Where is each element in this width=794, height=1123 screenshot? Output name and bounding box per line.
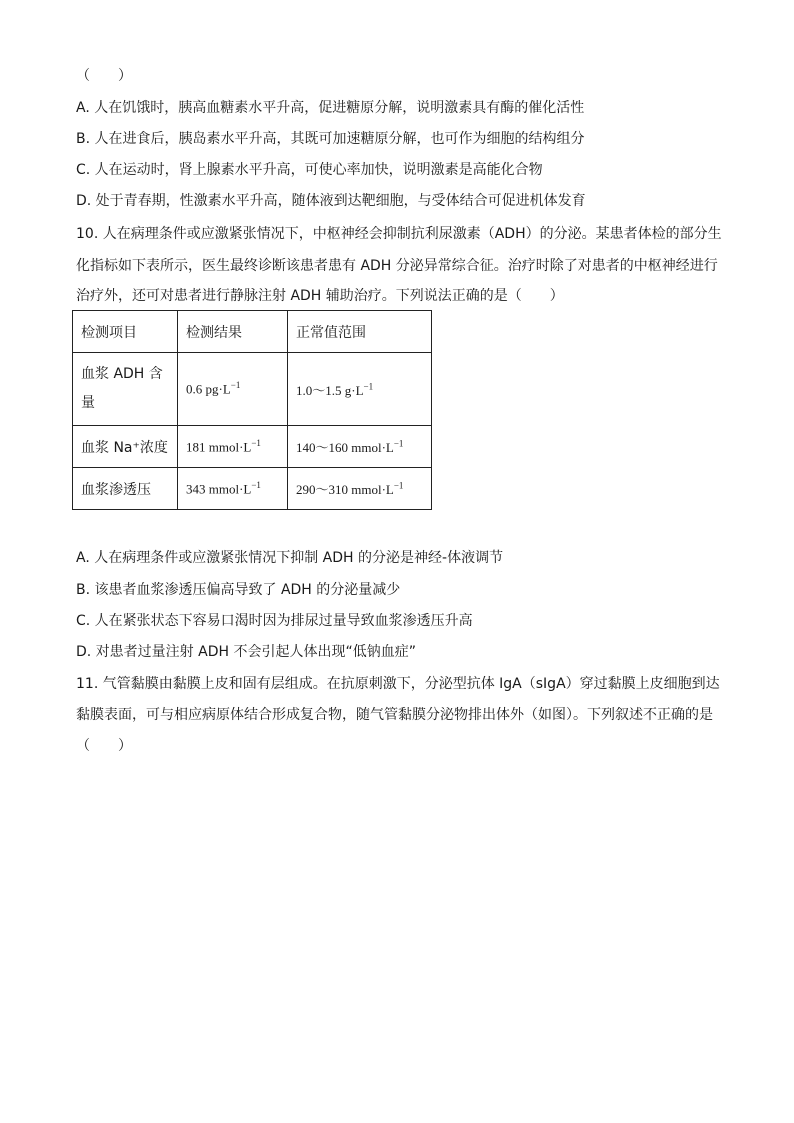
item-text-line: 量: [81, 395, 95, 411]
q9-option-d: D. 处于青春期，性激素水平升高，随体液到达靶细胞，与受体结合可促进机体发育: [76, 193, 586, 209]
q10-option-a: A. 人在病理条件或应激紧张情况下抑制 ADH 的分泌是神经-体液调节: [76, 550, 504, 566]
result-value: 343 mmol·L: [186, 481, 252, 497]
normal-range-value: 290～310 mmol·L: [296, 482, 394, 497]
q10-option-b: B. 该患者血浆渗透压偏高导致了 ADH 的分泌量减少: [76, 582, 401, 598]
q9-option-c: C. 人在运动时，肾上腺素水平升高，可使心率加快，说明激素是高能化合物: [76, 162, 543, 178]
table-row: [73, 426, 432, 468]
table-cell-normal-range: [288, 426, 432, 468]
normal-range-value: 1.0～1.5 g·L: [296, 382, 364, 398]
q11-stem-line-1: 11. 气管黏膜由黏膜上皮和固有层组成。在抗原刺激下，分泌型抗体 IgA（sIgA）穿过黏膜上皮细胞到达: [76, 676, 720, 692]
table-cell-normal-range: [288, 353, 432, 426]
table-cell-result: [178, 353, 288, 426]
normal-range-value: 140～160 mmol·L: [296, 440, 394, 455]
normal-unit-exponent: −1: [393, 480, 404, 491]
table-header-cell: 检测结果: [178, 311, 288, 353]
q10-stem-line-2: 化指标如下表所示，医生最终诊断该患者患有 ADH 分泌异常综合征。治疗时除了对患者的中枢神经进行: [76, 258, 718, 274]
table-header-cell: 检测项目: [73, 311, 178, 353]
q10-option-c: C. 人在紧张状态下容易口渴时因为排尿过量导致血浆渗透压升高: [76, 613, 473, 629]
table-cell-item: 血浆渗透压: [73, 468, 178, 510]
table-cell-result: [178, 426, 288, 468]
q10-stem-line-3: 治疗外，还可对患者进行静脉注射 ADH 辅助治疗。下列说法正确的是（ ）: [76, 288, 564, 304]
item-text-line: 血浆 ADH 含: [81, 366, 163, 382]
table-header-cell: 正常值范围: [288, 311, 432, 353]
table-cell-normal-range: [288, 468, 432, 510]
q9-answer-paren: （ ）: [76, 68, 132, 84]
q11-stem-line-2: 黏膜表面，可与相应病原体结合形成复合物，随气管黏膜分泌物排出体外（如图）。下列叙述不正确的是: [76, 707, 713, 723]
table-header-row: [73, 311, 432, 353]
result-unit-exponent: −1: [230, 380, 241, 391]
q9-option-a: A. 人在饥饿时，胰高血糖素水平升高，促进糖原分解，说明激素具有酶的催化活性: [76, 100, 585, 116]
q10-lab-results-table: [72, 310, 432, 510]
table-cell-item: 血浆 Na⁺浓度: [73, 426, 178, 468]
normal-unit-exponent: −1: [393, 438, 404, 449]
table-cell-result: [178, 468, 288, 510]
q9-option-b: B. 人在进食后，胰岛素水平升高，其既可加速糖原分解，也可作为细胞的结构组分: [76, 131, 585, 147]
q10-option-d: D. 对患者过量注射 ADH 不会引起人体出现“低钠血症”: [76, 644, 416, 660]
q10-stem-line-1: 10. 人在病理条件或应激紧张情况下，中枢神经会抑制抗利尿激素（ADH）的分泌。某患者体检的部分生: [76, 226, 722, 242]
result-value: 0.6 pg·L: [186, 381, 231, 397]
result-value: 181 mmol·L: [186, 439, 252, 455]
table-row: [73, 468, 432, 510]
normal-unit-exponent: −1: [363, 381, 374, 392]
table-row: [73, 353, 432, 426]
q11-stem-line-3: （ ）: [76, 738, 132, 754]
table-cell-item: [73, 353, 178, 426]
result-unit-exponent: −1: [251, 437, 261, 448]
result-unit-exponent: −1: [251, 479, 261, 490]
